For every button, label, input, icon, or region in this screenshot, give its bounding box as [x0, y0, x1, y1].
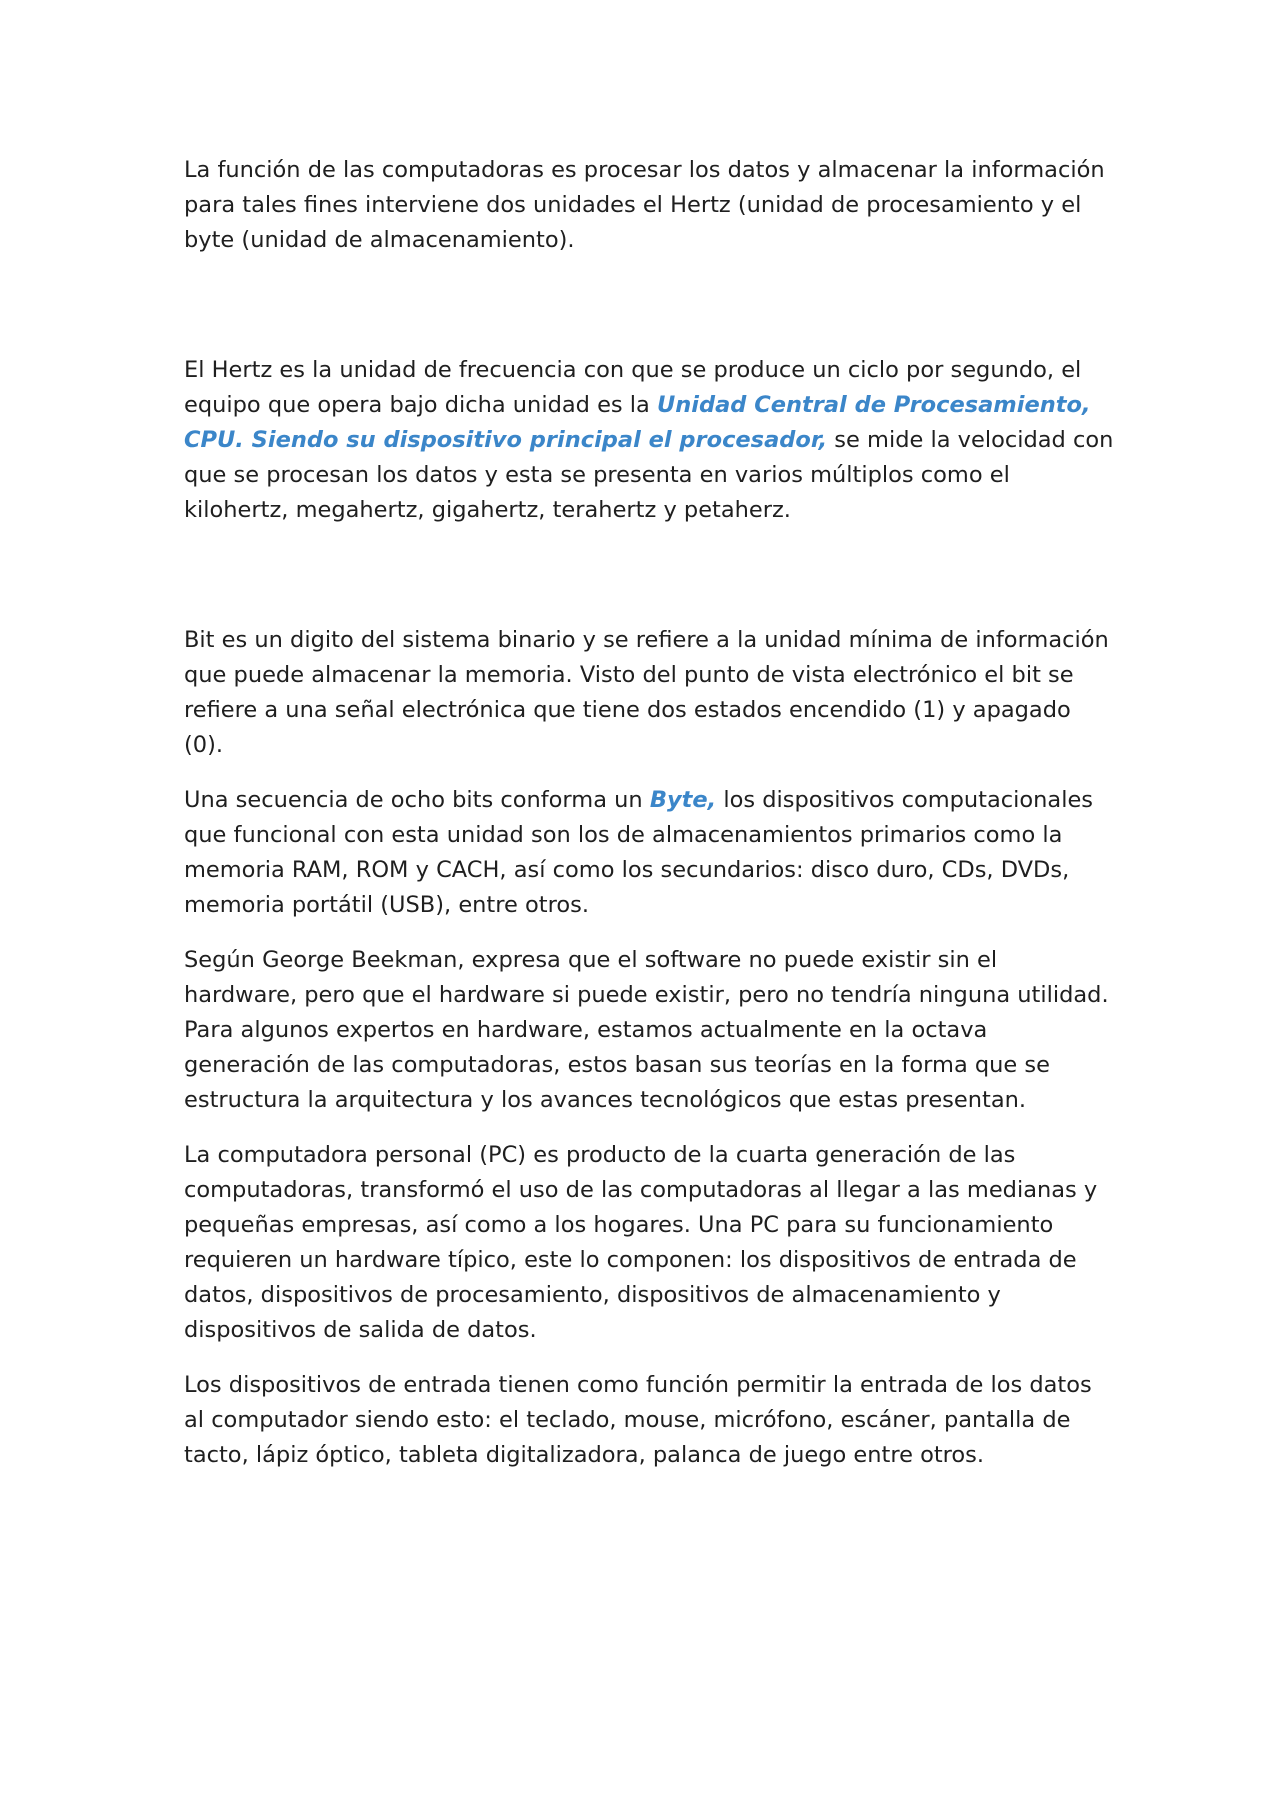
- paragraph-byte-highlight: Byte,: [649, 787, 717, 813]
- paragraph-hertz-highlight: Unidad Central de Procesamiento, CPU. Siendo su dispositivo principal el procesador,: [184, 392, 1091, 453]
- paragraph-computer-function: La función de las computadoras es procesar los datos y almacenar la información para tales fines interviene dos unidades el Hertz (unidad de procesamiento y el byte (unidad de almacenamiento).: [184, 157, 1105, 253]
- paragraph-hertz-text-before: El Hertz es la unidad de frecuencia con que se produce un ciclo por segundo, el equipo que opera bajo dicha unidad es la: [184, 357, 1082, 418]
- paragraph-bit: Bit es un digito del sistema binario y se refiere a la unidad mínima de información que puede almacenar la memoria. Visto del punto de vista electrónico el bit se refiere a una señal electrónica que tiene dos estados encendido (1) y apagado (0).: [184, 627, 1109, 758]
- paragraph-input-devices: Los dispositivos de entrada tienen como función permitir la entrada de los datos al computador siendo esto: el teclado, mouse, micrófono, escáner, pantalla de tacto, lápiz óptico, tableta digitalizadora, palanca de juego entre otros.: [184, 1372, 1092, 1468]
- paragraph-hertz-text-after: se mide la velocidad con que se procesan los datos y esta se presenta en varios múltiplos como el kilohertz, megahertz, gigahertz, terahertz y petaherz.: [184, 427, 1114, 523]
- paragraph-beekman: Según George Beekman, expresa que el software no puede existir sin el hardware, pero que el hardware si puede existir, pero no tendría ninguna utilidad. Para algunos expertos en hardware, estamos actualmente en la octava generación de las computadoras, estos basan sus teorías en la forma que se estructura la arquitectura y los avances tecnológicos que estas presentan.: [184, 947, 1109, 1113]
- document-page: [184, 153, 1114, 1473]
- paragraph-byte: [184, 783, 1114, 923]
- paragraph-byte-text-before: Una secuencia de ocho bits conforma un: [184, 787, 650, 813]
- paragraph-hertz: [184, 353, 1114, 528]
- paragraph-personal-computer: La computadora personal (PC) es producto de la cuarta generación de las computadoras, transformó el uso de las computadoras al llegar a las medianas y pequeñas empresas, así como a los hogares. Una PC para su funcionamiento requieren un hardware típico, este lo componen: los dispositivos de entrada de datos, dispositivos de procesamiento, dispositivos de almacenamiento y dispositivos de salida de datos.: [184, 1142, 1098, 1343]
- paragraph-byte-text-after: los dispositivos computacionales que funcional con esta unidad son los de almacenamientos primarios como la memoria RAM, ROM y CACH, así como los secundarios: disco duro, CDs, DVDs, memoria portátil (USB), entre otros.: [184, 787, 1094, 918]
